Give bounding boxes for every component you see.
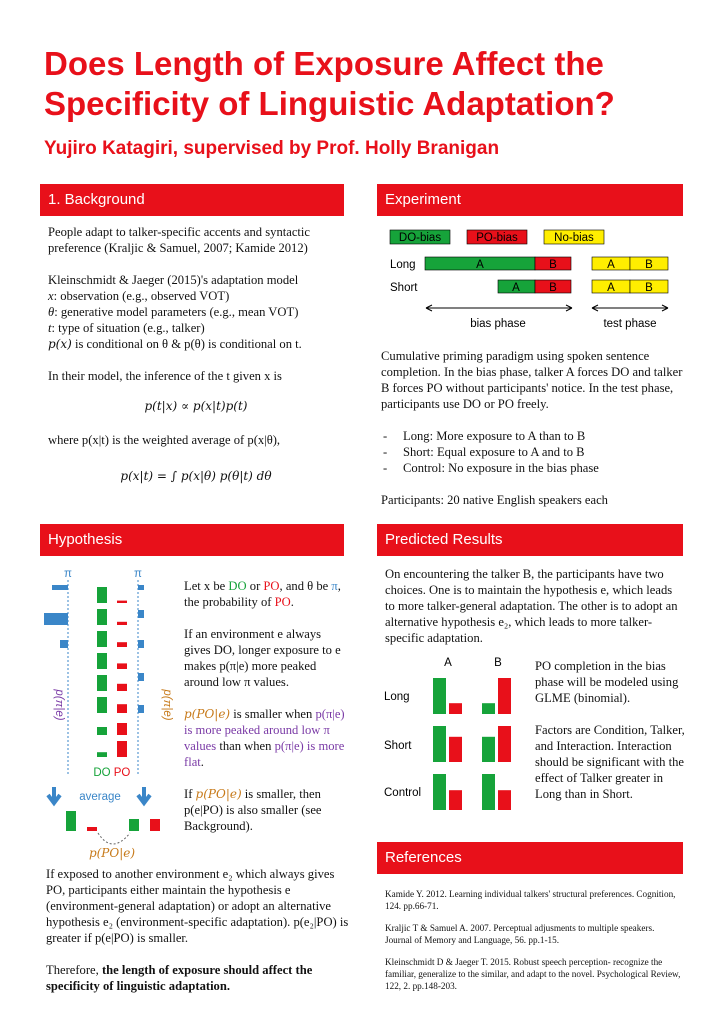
references-list	[385, 888, 683, 1002]
hypothesis-bottom-p2: Therefore, the length of exposure should affect the specificity of linguistic adaptation.	[46, 963, 313, 993]
background-p1: People adapt to talker-specific accents and syntactic preference (Kraljic & Samuel, 2007; Kamide 2012)	[48, 225, 311, 255]
figure-distributions	[44, 568, 144, 775]
pi-axis-label-right: π	[134, 568, 142, 580]
poster-authors: Yujiro Katagiri, supervised by Prof. Holly Branigan	[44, 138, 500, 159]
inference-text: In their model, the inference of the t given x is	[48, 369, 282, 383]
hypothesis-right-text	[184, 578, 350, 850]
poster-title: Does Length of Exposure Affect the Specificity of Linguistic Adaptation?	[44, 45, 615, 122]
legend-po-label: PO-bias	[476, 232, 518, 244]
predicted-results-chart	[378, 652, 530, 832]
predicted-right-text	[535, 658, 685, 818]
legend-nobias-label: No-bias	[554, 232, 594, 244]
t-definition: t: type of situation (e.g., talker)	[48, 321, 205, 335]
p-pi-e-label-left: p(π|e)	[53, 689, 65, 721]
dist-right-bar	[138, 673, 144, 681]
hypothesis-header: Hypothesis	[40, 524, 344, 556]
model-intro: Kleinschmidt & Jaeger (2015)'s adaptation model	[48, 273, 299, 287]
hypothesis-bottom-text	[46, 866, 350, 1010]
condition-list	[381, 428, 683, 476]
ladder-do-bar	[97, 752, 107, 757]
long-test-a-label: A	[607, 259, 615, 271]
ladder-do-bar	[97, 631, 107, 647]
test-phase-arrow-icon	[592, 305, 668, 311]
references-header: References	[377, 842, 683, 874]
ladder-po-bar	[117, 642, 127, 647]
reference-item: Kleinschmidt D & Jaeger T. 2015. Robust speech perception- recognize the familiar, generalize to the similar, and adapt to the novel. Psychological Review, 122, 2. pp.148-203.	[385, 957, 681, 991]
glme-text: PO completion in the bias phase will be modeled using GLME (binomial).	[535, 659, 679, 705]
pred-do-bar-control-a	[433, 774, 446, 810]
pred-do-bar-long-a	[433, 678, 446, 714]
short-test-a-label: A	[607, 282, 615, 294]
avg-po-bar-right	[150, 819, 160, 831]
p-pi-e-label-right: p(π|e)	[161, 689, 173, 721]
ladder-po-bar	[117, 741, 127, 757]
dist-right-bar	[138, 585, 144, 590]
ladder-do-bar	[97, 587, 107, 603]
hypothesis-p1: Let x be DO or PO, and θ be π, the probability of PO.	[184, 579, 341, 609]
pred-po-bar-long-a	[449, 703, 462, 714]
participants-text: Participants: 20 native English speakers each	[381, 493, 608, 507]
ladder-do-bar	[97, 609, 107, 625]
dist-left-bar	[60, 640, 68, 648]
equation-2: p(x|t) = ∫ p(x|θ) p(θ|t) dθ	[120, 469, 272, 483]
background-body	[48, 224, 344, 484]
experiment-body	[381, 348, 683, 524]
pred-po-bar-short-b	[498, 726, 511, 762]
hypothesis-p4: If p(PO|e) is smaller, then p(e|PO) is also smaller (see Background).	[184, 787, 322, 833]
long-bias-b-label: B	[549, 259, 557, 271]
bias-phase-label: bias phase	[470, 318, 526, 330]
reference-item: Kraljic T & Samuel A. 2007. Perceptual adjusments to multiple speakers. Journal of Memory and Language, 56. pp.1-15.	[385, 923, 655, 945]
ladder-do-bar	[97, 675, 107, 691]
pred-po-bar-control-a	[449, 790, 462, 810]
pred-do-bar-short-b	[482, 737, 495, 762]
background-header: 1. Background	[40, 184, 344, 216]
pred-po-bar-long-b	[498, 678, 511, 714]
short-test-b-label: B	[645, 282, 653, 294]
legend-do-label: DO-bias	[398, 232, 442, 244]
equation-1: p(t|x) ∝ p(x|t)p(t)	[144, 399, 248, 413]
predicted-bars	[433, 678, 511, 810]
average-label: average	[79, 791, 121, 803]
hypothesis-p2: If an environment e always gives DO, longer exposure to e makes p(π|e) more peaked around low π values.	[184, 627, 341, 689]
hypothesis-p3: p(PO|e) is smaller when p(π|e) is more peaked around low π values than when p(π|e) is more flat.	[184, 707, 345, 769]
ladder-po-bar	[117, 601, 127, 603]
ladder-po-bar	[117, 663, 127, 669]
average-bracket	[98, 833, 130, 844]
ladder-do-bar	[97, 697, 107, 713]
predicted-header: Predicted Results	[377, 524, 683, 556]
pi-axis-label-left: π	[64, 568, 72, 580]
ladder-do-bar	[97, 653, 107, 669]
experiment-desc: Cumulative priming paradigm using spoken sentence completion. In the bias phase, talker A forces DO and talker B forces PO without participants' notice. In the test phase, participants use DO or PO freely.	[381, 349, 683, 411]
pred-do-bar-long-b	[482, 703, 495, 714]
reference-item: Kamide Y. 2012. Learning individual talkers' structural preferences. Cognition, 124. pp.66-71.	[385, 889, 676, 911]
ladder-po-bar	[117, 704, 127, 713]
dist-right-bar	[138, 705, 144, 713]
pred-po-bar-short-a	[449, 737, 462, 762]
experiment-design-figure	[360, 222, 690, 337]
hypothesis-figure	[40, 565, 180, 865]
condition-item: - Short: Equal exposure to A and to B	[381, 444, 683, 460]
long-test-b-label: B	[645, 259, 653, 271]
average-arrow-right-icon	[138, 787, 150, 803]
test-phase-label: test phase	[603, 318, 657, 330]
pred-do-bar-short-a	[433, 726, 446, 762]
short-bias-b-label: B	[549, 282, 557, 294]
factors-text: Factors are Condition, Talker, and Interaction. Interaction should be significant with the effect of Talker greater in Long than in Short.	[535, 723, 685, 801]
bias-phase-arrow-icon	[426, 305, 572, 311]
long-bias-a-label: A	[476, 259, 484, 271]
avg-do-bar-right	[129, 819, 139, 831]
avg-do-bar-left	[66, 811, 76, 831]
ladder-do-bar	[97, 727, 107, 735]
do-label: DO	[93, 767, 111, 779]
dist-left-bar	[52, 585, 68, 590]
dist-left-bar	[44, 613, 68, 625]
conditional-line: p(x) is conditional on θ & p(θ) is conditional on t.	[48, 337, 302, 351]
pred-do-bar-control-b	[482, 774, 495, 810]
row-label-short: Short	[390, 282, 418, 294]
dist-right-bar	[138, 610, 144, 618]
avg-po-bar-left	[87, 827, 97, 831]
theta-definition: θ: generative model parameters (e.g., mean VOT)	[48, 305, 299, 319]
row-label-long: Long	[390, 259, 416, 271]
ladder-po-bar	[117, 622, 127, 625]
condition-item: - Control: No exposure in the bias phase	[381, 460, 683, 476]
pred-row-label-long: Long	[384, 691, 410, 703]
p-po-e-label: p(PO|e)	[88, 846, 136, 860]
hypothesis-bottom-p1: If exposed to another environment e₂ which always gives PO, participants either maintain the hypothesis e (environment-general adaptation) or adopt an alternative hypothesis e₂ (environment-specific adaptation). p(e₂|PO) is greater if p(e|PO) is smaller.	[46, 867, 349, 945]
dist-right-bar	[138, 640, 144, 648]
pred-po-bar-control-b	[498, 790, 511, 810]
short-bias-a-label: A	[512, 282, 520, 294]
average-arrow-left-icon	[48, 787, 60, 803]
pred-row-label-control: Control	[384, 787, 422, 799]
condition-item: - Long: More exposure to A than to B	[381, 428, 683, 444]
pred-col-label-b: B	[494, 657, 502, 669]
experiment-header: Experiment	[377, 184, 683, 216]
po-label: PO	[113, 767, 131, 779]
ladder-po-bar	[117, 684, 127, 691]
do-po-ladder	[97, 587, 127, 757]
where-text: where p(x|t) is the weighted average of p(x|θ),	[48, 433, 281, 447]
x-definition: x: observation (e.g., observed VOT)	[48, 289, 230, 303]
pred-col-label-a: A	[444, 657, 452, 669]
pred-row-label-short: Short	[384, 740, 412, 752]
ladder-po-bar	[117, 723, 127, 735]
predicted-desc: On encountering the talker B, the participants have two choices. One is to maintain the hypothesis e, which leads to more talker-general adaptation. The other is to adopt an alternative hypothesis e₂, which leads to more talker-specific adaptation.	[385, 567, 678, 645]
